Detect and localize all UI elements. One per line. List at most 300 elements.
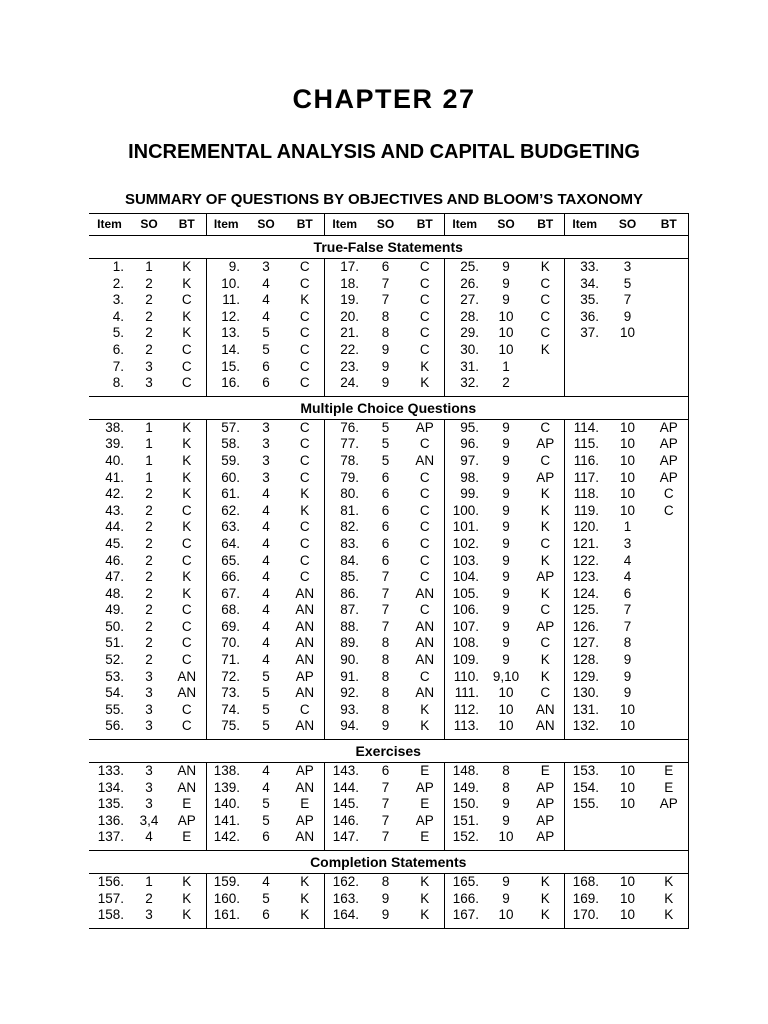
item-number: 35. xyxy=(564,292,605,309)
study-objective: 3 xyxy=(262,259,270,274)
study-objective: 9 xyxy=(502,535,510,551)
bloom-taxonomy: K xyxy=(182,874,192,889)
study-objective: 10 xyxy=(498,829,514,845)
section-header-row xyxy=(89,740,688,763)
item-number: 140. xyxy=(206,796,246,813)
study-objective: 3 xyxy=(145,701,153,717)
bloom-taxonomy: C xyxy=(299,519,310,535)
study-objective xyxy=(605,359,650,376)
spacer-cell xyxy=(605,924,650,929)
study-objective: 1 xyxy=(623,519,632,535)
section-header-row xyxy=(89,236,688,259)
item-number: 53. xyxy=(105,668,124,684)
item-number: 18. xyxy=(324,276,365,293)
item-number: 75. xyxy=(206,718,246,735)
item-number: 101. xyxy=(444,519,485,536)
item-number: 157. xyxy=(97,890,124,906)
bloom-taxonomy xyxy=(650,325,688,342)
bloom-taxonomy: AP xyxy=(536,469,555,485)
bloom-taxonomy xyxy=(650,718,688,735)
column-header-item: Item xyxy=(324,214,365,236)
study-objective: 10 xyxy=(619,701,636,717)
table-row xyxy=(89,453,688,470)
bloom-taxonomy: C xyxy=(540,325,551,341)
bloom-taxonomy: C xyxy=(540,275,551,291)
item-number: 124. xyxy=(564,586,605,603)
table-row xyxy=(89,907,688,924)
study-objective: 2 xyxy=(145,519,153,535)
study-objective: 3 xyxy=(262,436,270,452)
item-number: 139. xyxy=(206,780,246,797)
bloom-taxonomy: K xyxy=(540,652,550,668)
bloom-taxonomy: C xyxy=(299,452,310,468)
item-number: 48. xyxy=(105,585,124,601)
bloom-taxonomy: AP xyxy=(415,812,434,828)
item-number: 47. xyxy=(105,569,124,585)
column-header-bt: BT xyxy=(168,214,206,236)
item-number: 34. xyxy=(564,276,605,293)
study-objective: 4 xyxy=(262,519,270,535)
spacer-cell xyxy=(406,924,444,929)
item-number: 71. xyxy=(206,652,246,669)
study-objective: 1 xyxy=(145,469,153,485)
study-objective: 9 xyxy=(502,469,510,485)
table-row xyxy=(89,780,688,797)
bloom-taxonomy: AN xyxy=(415,635,435,651)
item-number: 144. xyxy=(324,780,365,797)
bloom-taxonomy: C xyxy=(181,552,192,568)
item-number: 136. xyxy=(97,812,124,828)
item-number: 102. xyxy=(444,536,485,553)
bloom-taxonomy: C xyxy=(181,718,192,734)
study-objective: 2 xyxy=(145,602,153,618)
item-number: 141. xyxy=(206,813,246,830)
bloom-taxonomy: K xyxy=(540,341,550,357)
column-header-bt: BT xyxy=(406,214,444,236)
bloom-taxonomy: C xyxy=(299,469,310,485)
item-number: 78. xyxy=(324,453,365,470)
study-objective: 10 xyxy=(619,502,636,518)
bloom-taxonomy: K xyxy=(540,874,550,889)
item-number: 88. xyxy=(324,619,365,636)
study-objective: 4 xyxy=(262,652,270,668)
item-number: 62. xyxy=(206,503,246,520)
item-number: 77. xyxy=(324,436,365,453)
study-objective: 6 xyxy=(381,552,390,568)
study-objective: 2 xyxy=(145,635,153,651)
study-objective: 1 xyxy=(145,419,153,435)
section-title: Completion Statements xyxy=(89,851,688,874)
bloom-taxonomy: K xyxy=(540,907,550,923)
study-objective: 10 xyxy=(619,796,636,812)
table-row xyxy=(89,419,688,436)
item-number: 161. xyxy=(206,907,246,924)
study-objective: 6 xyxy=(381,469,390,485)
bloom-taxonomy xyxy=(650,276,688,293)
item-number: 91. xyxy=(324,669,365,686)
item-number: 13. xyxy=(206,325,246,342)
bloom-taxonomy: AP xyxy=(536,829,555,845)
bloom-taxonomy: C xyxy=(299,259,310,274)
bloom-taxonomy: C xyxy=(540,419,551,435)
bloom-taxonomy xyxy=(650,602,688,619)
spacer-cell xyxy=(444,924,485,929)
study-objective: 3 xyxy=(262,469,270,485)
bloom-taxonomy: K xyxy=(182,469,192,485)
table-row xyxy=(89,652,688,669)
bloom-taxonomy: K xyxy=(540,486,550,502)
bloom-taxonomy: C xyxy=(540,635,551,651)
item-number: 108. xyxy=(444,635,485,652)
study-objective: 6 xyxy=(381,486,390,502)
bloom-taxonomy: C xyxy=(540,685,551,701)
bloom-taxonomy: C xyxy=(419,502,430,518)
chapter-subtitle: INCREMENTAL ANALYSIS AND CAPITAL BUDGETING xyxy=(128,141,640,163)
bloom-taxonomy: AN xyxy=(177,763,197,779)
section-header-row xyxy=(89,396,688,419)
study-objective: 3 xyxy=(145,907,153,923)
item-number: 81. xyxy=(324,503,365,520)
study-objective xyxy=(605,342,650,359)
item-number: 76. xyxy=(324,419,365,436)
bloom-taxonomy: AP xyxy=(295,812,314,828)
bloom-taxonomy: K xyxy=(420,358,430,374)
bloom-taxonomy: K xyxy=(540,259,550,274)
bloom-taxonomy: K xyxy=(650,874,688,891)
study-objective: 8 xyxy=(381,668,390,684)
item-number: 6. xyxy=(112,341,124,357)
bloom-taxonomy: C xyxy=(299,569,310,585)
table-row xyxy=(89,829,688,846)
item-number: 58. xyxy=(206,436,246,453)
column-header-so: SO xyxy=(130,214,168,236)
item-number: 151. xyxy=(444,813,485,830)
table-row xyxy=(89,292,688,309)
study-objective: 10 xyxy=(498,718,514,734)
study-objective: 9 xyxy=(502,585,510,601)
bloom-taxonomy: E xyxy=(540,763,550,779)
item-number: 104. xyxy=(444,569,485,586)
item-number: 96. xyxy=(444,436,485,453)
item-number: 33. xyxy=(564,259,605,276)
section-header-row xyxy=(89,851,688,874)
study-objective: 6 xyxy=(262,907,270,923)
study-objective: 5 xyxy=(262,325,270,341)
summary-table-body xyxy=(89,214,688,929)
study-objective: 5 xyxy=(381,419,390,435)
bloom-taxonomy: K xyxy=(182,519,192,535)
item-number: 23. xyxy=(324,359,365,376)
bloom-taxonomy xyxy=(650,536,688,553)
study-objective: 10 xyxy=(619,452,636,468)
bloom-taxonomy: E xyxy=(650,763,688,780)
study-objective: 9 xyxy=(502,502,510,518)
item-number: 132. xyxy=(564,718,605,735)
bloom-taxonomy: C xyxy=(181,375,192,391)
item-number: 97. xyxy=(444,453,485,470)
study-objective: 4 xyxy=(262,275,270,291)
study-objective: 4 xyxy=(262,635,270,651)
study-objective: 10 xyxy=(498,907,514,923)
bloom-taxonomy: AP xyxy=(650,453,688,470)
study-objective: 8 xyxy=(381,652,390,668)
table-row xyxy=(89,669,688,686)
item-number xyxy=(564,342,605,359)
study-objective: 10 xyxy=(498,341,514,357)
study-objective: 8 xyxy=(381,685,390,701)
study-objective: 9 xyxy=(381,718,390,734)
study-objective: 8 xyxy=(381,635,390,651)
item-number: 164. xyxy=(324,907,365,924)
item-number: 131. xyxy=(564,702,605,719)
bloom-taxonomy xyxy=(650,586,688,603)
item-number: 103. xyxy=(444,553,485,570)
study-objective xyxy=(605,375,650,392)
study-objective: 5 xyxy=(262,812,270,828)
item-number: 31. xyxy=(444,359,485,376)
study-objective: 9 xyxy=(381,375,390,391)
bloom-taxonomy: AN xyxy=(415,452,435,468)
study-objective: 5 xyxy=(262,701,270,717)
study-objective: 4 xyxy=(262,779,270,795)
bloom-taxonomy: C xyxy=(299,436,310,452)
item-number xyxy=(564,813,605,830)
bloom-taxonomy: C xyxy=(181,358,192,374)
section-title: Exercises xyxy=(89,740,688,763)
item-number: 44. xyxy=(105,519,124,535)
study-objective: 7 xyxy=(381,779,390,795)
item-number: 27. xyxy=(444,292,485,309)
study-objective: 4 xyxy=(262,585,270,601)
table-row xyxy=(89,519,688,536)
study-objective: 1 xyxy=(145,436,153,452)
study-objective: 10 xyxy=(619,469,636,485)
item-number: 83. xyxy=(324,536,365,553)
column-header-item: Item xyxy=(89,214,130,236)
item-number: 113. xyxy=(444,718,485,735)
study-objective: 9 xyxy=(502,602,510,618)
item-number: 87. xyxy=(324,602,365,619)
item-number: 115. xyxy=(564,436,605,453)
study-objective: 5 xyxy=(381,436,390,452)
study-objective: 10 xyxy=(619,325,636,341)
study-objective: 5 xyxy=(262,718,270,734)
item-number: 143. xyxy=(324,763,365,780)
column-header-row xyxy=(89,214,688,236)
study-objective: 4 xyxy=(262,763,270,779)
bloom-taxonomy: E xyxy=(420,763,430,779)
item-number: 69. xyxy=(206,619,246,636)
study-objective: 2 xyxy=(145,652,153,668)
item-number: 60. xyxy=(206,470,246,487)
table-row xyxy=(89,718,688,735)
study-objective: 7 xyxy=(381,585,390,601)
study-objective: 4 xyxy=(623,552,632,568)
study-objective: 7 xyxy=(623,292,632,308)
bloom-taxonomy xyxy=(650,652,688,669)
study-objective: 2 xyxy=(145,618,153,634)
bloom-taxonomy: AN xyxy=(415,618,435,634)
study-objective: 2 xyxy=(145,275,153,291)
study-objective: 9 xyxy=(502,452,510,468)
item-number: 42. xyxy=(105,486,124,502)
item-number: 152. xyxy=(444,829,485,846)
table-row xyxy=(89,874,688,891)
column-header-item: Item xyxy=(444,214,485,236)
item-number: 170. xyxy=(564,907,605,924)
item-number: 117. xyxy=(564,470,605,487)
item-number: 158. xyxy=(97,907,124,923)
study-objective: 3 xyxy=(145,718,153,734)
study-objective: 4 xyxy=(145,829,153,845)
study-objective: 4 xyxy=(262,569,270,585)
study-objective: 6 xyxy=(262,829,270,845)
bloom-taxonomy: E xyxy=(182,829,192,845)
bloom-taxonomy xyxy=(650,553,688,570)
study-objective: 3 xyxy=(145,779,153,795)
table-row xyxy=(89,685,688,702)
bloom-taxonomy xyxy=(650,829,688,846)
study-objective: 10 xyxy=(619,763,636,779)
study-objective: 7 xyxy=(381,292,390,308)
bloom-taxonomy: K xyxy=(300,502,310,518)
item-number: 5. xyxy=(112,325,124,341)
item-number: 129. xyxy=(564,669,605,686)
table-row xyxy=(89,763,688,780)
item-number: 127. xyxy=(564,635,605,652)
item-number: 99. xyxy=(444,486,485,503)
bloom-taxonomy: AP xyxy=(536,436,555,452)
bloom-taxonomy: K xyxy=(182,325,192,341)
table-row xyxy=(89,486,688,503)
study-objective: 9 xyxy=(502,635,510,651)
column-header-so: SO xyxy=(246,214,286,236)
bloom-taxonomy: AN xyxy=(415,585,435,601)
bloom-taxonomy: K xyxy=(182,436,192,452)
item-number: 82. xyxy=(324,519,365,536)
study-objective: 9 xyxy=(502,890,510,906)
study-objective: 3 xyxy=(145,375,153,391)
item-number: 21. xyxy=(324,325,365,342)
bloom-taxonomy: K xyxy=(420,701,430,717)
column-header-item: Item xyxy=(564,214,605,236)
item-number: 89. xyxy=(324,635,365,652)
study-objective: 9 xyxy=(502,796,510,812)
bloom-taxonomy: C xyxy=(419,259,430,274)
study-objective: 2 xyxy=(145,535,153,551)
spacer-cell xyxy=(286,924,324,929)
section-title: True-False Statements xyxy=(89,236,688,259)
item-number: 17. xyxy=(324,259,365,276)
bloom-taxonomy: K xyxy=(182,259,192,274)
item-number: 118. xyxy=(564,486,605,503)
bloom-taxonomy xyxy=(527,359,564,376)
bloom-taxonomy: AN xyxy=(295,602,315,618)
table-row xyxy=(89,586,688,603)
bloom-taxonomy: K xyxy=(540,585,550,601)
item-number: 162. xyxy=(324,874,365,891)
bloom-taxonomy xyxy=(650,669,688,686)
item-number: 160. xyxy=(206,891,246,908)
item-number: 40. xyxy=(105,452,124,468)
study-objective: 4 xyxy=(262,602,270,618)
item-number: 167. xyxy=(444,907,485,924)
bloom-taxonomy: AN xyxy=(415,652,435,668)
item-number xyxy=(564,829,605,846)
item-number: 85. xyxy=(324,569,365,586)
column-header-so: SO xyxy=(605,214,650,236)
bloom-taxonomy xyxy=(527,375,564,392)
item-number: 119. xyxy=(564,503,605,520)
spacer-cell xyxy=(206,924,246,929)
item-number: 125. xyxy=(564,602,605,619)
study-objective: 7 xyxy=(623,602,632,618)
study-objective: 7 xyxy=(381,602,390,618)
item-number: 123. xyxy=(564,569,605,586)
bloom-taxonomy: E xyxy=(420,829,430,845)
item-number: 130. xyxy=(564,685,605,702)
item-number: 10. xyxy=(206,276,246,293)
bloom-taxonomy: AP xyxy=(650,796,688,813)
bloom-taxonomy xyxy=(650,342,688,359)
study-objective: 9 xyxy=(502,519,510,535)
bloom-taxonomy: C xyxy=(181,652,192,668)
study-objective: 3 xyxy=(262,419,270,435)
bloom-taxonomy: AP xyxy=(650,470,688,487)
study-objective: 7 xyxy=(623,618,632,634)
study-objective: 10 xyxy=(498,325,514,341)
item-number: 86. xyxy=(324,586,365,603)
item-number: 133. xyxy=(97,763,124,779)
study-objective: 7 xyxy=(381,829,390,845)
study-objective: 1 xyxy=(145,874,153,889)
item-number: 29. xyxy=(444,325,485,342)
bloom-taxonomy: C xyxy=(419,469,430,485)
study-objective: 7 xyxy=(381,796,390,812)
spacer-row xyxy=(89,924,688,929)
item-number: 107. xyxy=(444,619,485,636)
item-number xyxy=(564,375,605,392)
table-row xyxy=(89,702,688,719)
chapter-title: CHAPTER 27 xyxy=(292,84,476,114)
bloom-taxonomy xyxy=(650,359,688,376)
bloom-taxonomy: AN xyxy=(295,585,315,601)
study-objective: 7 xyxy=(381,569,390,585)
table-row xyxy=(89,813,688,830)
study-objective: 3 xyxy=(145,668,153,684)
bloom-taxonomy: C xyxy=(181,535,192,551)
table-row xyxy=(89,436,688,453)
bloom-taxonomy: K xyxy=(420,718,430,734)
study-objective: 7 xyxy=(381,812,390,828)
table-row xyxy=(89,342,688,359)
item-number: 149. xyxy=(444,780,485,797)
item-number: 148. xyxy=(444,763,485,780)
bloom-taxonomy: C xyxy=(419,552,430,568)
bloom-taxonomy: AP xyxy=(295,763,314,779)
study-objective: 10 xyxy=(619,907,636,923)
study-objective: 10 xyxy=(619,718,636,734)
bloom-taxonomy: K xyxy=(182,419,192,435)
bloom-taxonomy: AP xyxy=(295,668,314,684)
item-number: 51. xyxy=(105,635,124,651)
item-number: 121. xyxy=(564,536,605,553)
item-number: 1. xyxy=(112,259,124,274)
item-number: 46. xyxy=(105,552,124,568)
bloom-taxonomy: K xyxy=(300,890,310,906)
study-objective: 9 xyxy=(381,907,390,923)
bloom-taxonomy: K xyxy=(420,874,430,889)
